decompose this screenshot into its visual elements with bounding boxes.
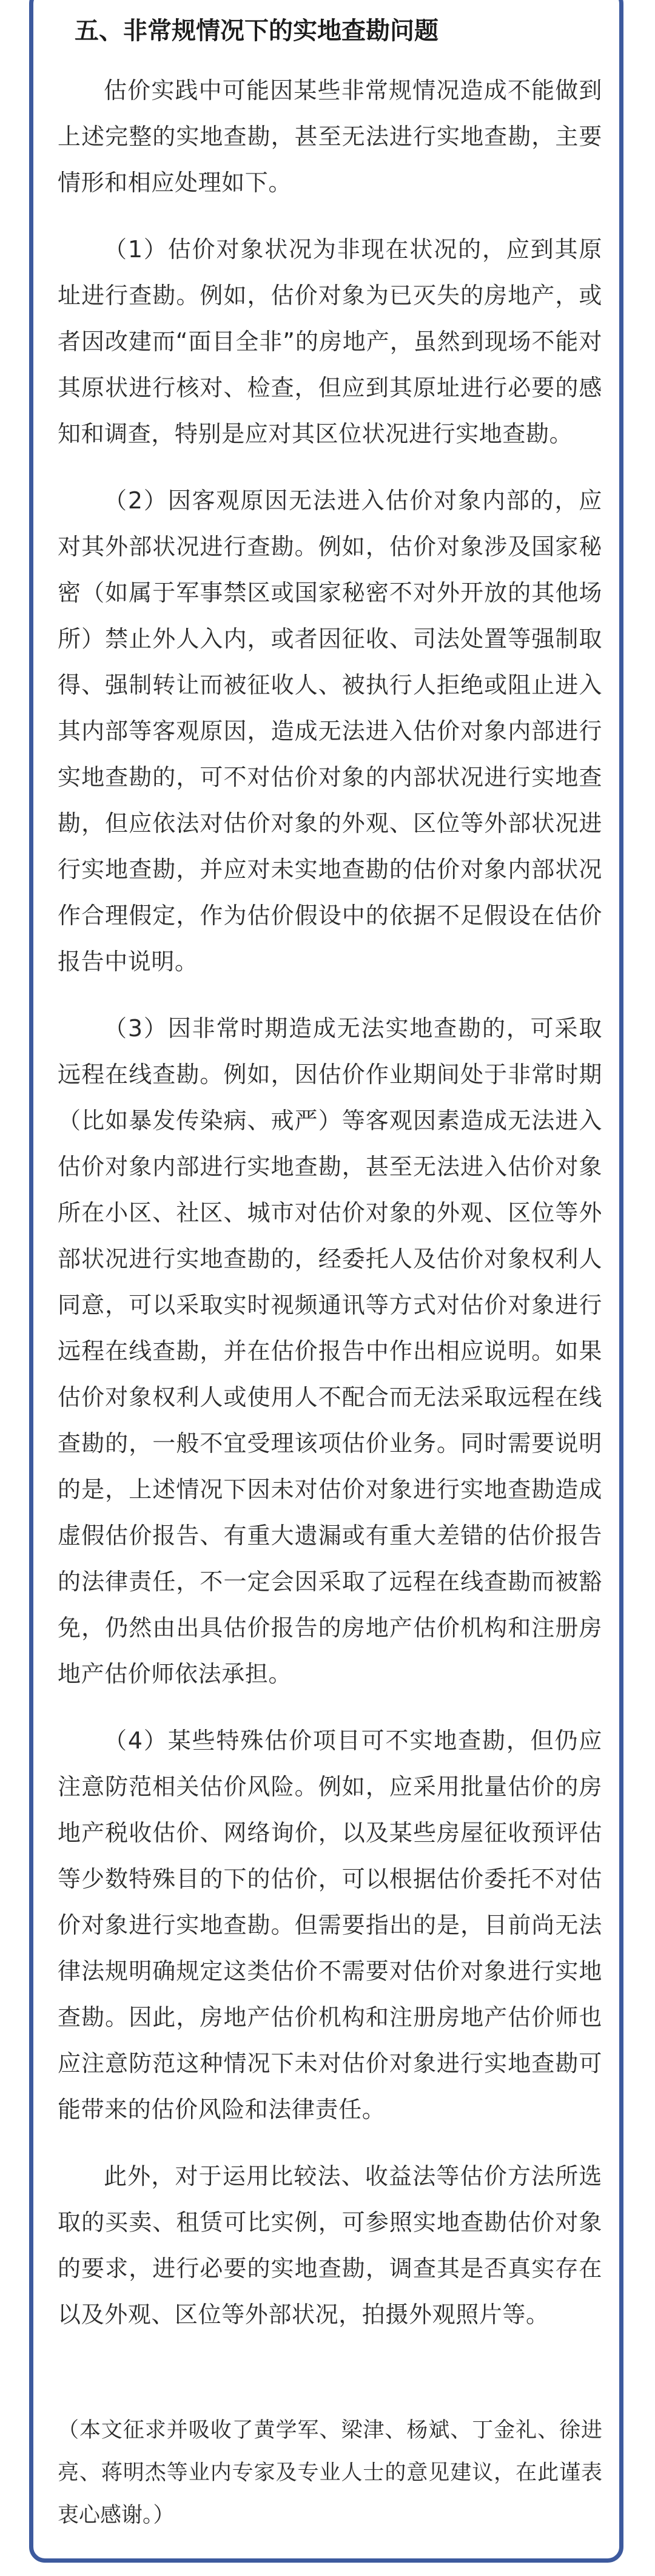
paragraph-intro: 估价实践中可能因某些非常规情况造成不能做到上述完整的实地查勘，甚至无法进行实地查勘，主要情形和相应处理如下。	[58, 77, 602, 196]
paragraph-case-4: （4）某些特殊估价项目可不实地查勘，但仍应注意防范相关估价风险。例如，应采用批量估价的房地产税收估价、网络询价，以及某些房屋征收预评估等少数特殊目的下的估价，可以根据估价委托不对估价对象进行实地查勘。但需要指出的是，目前尚无法律法规明确规定这类估价不需要对估价对象进行实地查勘。因此，房地产估价机构和注册房地产估价师也应注意防范这种情况下未对估价对象进行实地查勘可能带来的估价风险和法律责任。	[58, 1727, 602, 2123]
article-content	[58, 12, 602, 2537]
paragraph-case-1: （1）估价对象状况为非现在状况的，应到其原址进行查勘。例如，估价对象为已灭失的房地产，或者因改建而“面目全非”的房地产，虽然到现场不能对其原状进行核对、检查，但应到其原址进行必要的感知和调查，特别是应对其区位状况进行实地查勘。	[58, 236, 602, 447]
paragraph-additional: 此外，对于运用比较法、收益法等估价方法所选取的买卖、租赁可比实例，可参照实地查勘估价对象的要求，进行必要的实地查勘，调查其是否真实存在以及外观、区位等外部状况，拍摄外观照片等。	[58, 2163, 602, 2328]
paragraph-case-2: （2）因客观原因无法进入估价对象内部的，应对其外部状况进行查勘。例如，估价对象涉及国家秘密（如属于军事禁区或国家秘密不对外开放的其他场所）禁止外人入内，或者因征收、司法处置等强制取得、强制转让而被征收人、被执行人拒绝或阻止进入其内部等客观原因，造成无法进入估价对象内部进行实地查勘的，可不对估价对象的内部状况进行实地查勘，但应依法对估价对象的外观、区位等外部状况进行实地查勘，并应对未实地查勘的估价对象内部状况作合理假定，作为估价假设中的依据不足假设在估价报告中说明。	[58, 487, 602, 975]
acknowledgement-note: （本文征求并吸收了黄学军、梁津、杨斌、丁金礼、徐进亮、蒋明杰等业内专家及专业人士的意见建议，在此谨表衷心感谢。）	[58, 2418, 602, 2527]
paragraph-case-3: （3）因非常时期造成无法实地查勘的，可采取远程在线查勘。例如，因估价作业期间处于非常时期（比如暴发传染病、戒严）等客观因素造成无法进入估价对象内部进行实地查勘，甚至无法进入估价对象所在小区、社区、城市对估价对象的外观、区位等外部状况进行实地查勘的，经委托人及估价对象权利人同意，可以采取实时视频通讯等方式对估价对象进行远程在线查勘，并在估价报告中作出相应说明。如果估价对象权利人或使用人不配合而无法采取远程在线查勘的，一般不宜受理该项估价业务。同时需要说明的是，上述情况下因未对估价对象进行实地查勘造成虚假估价报告、有重大遗漏或有重大差错的估价报告的法律责任，不一定会因采取了远程在线查勘而被豁免，仍然由出具估价报告的房地产估价机构和注册房地产估价师依法承担。	[58, 1015, 602, 1687]
article-frame	[29, 0, 623, 2563]
section-heading: 五、非常规情况下的实地查勘问题	[75, 17, 438, 45]
